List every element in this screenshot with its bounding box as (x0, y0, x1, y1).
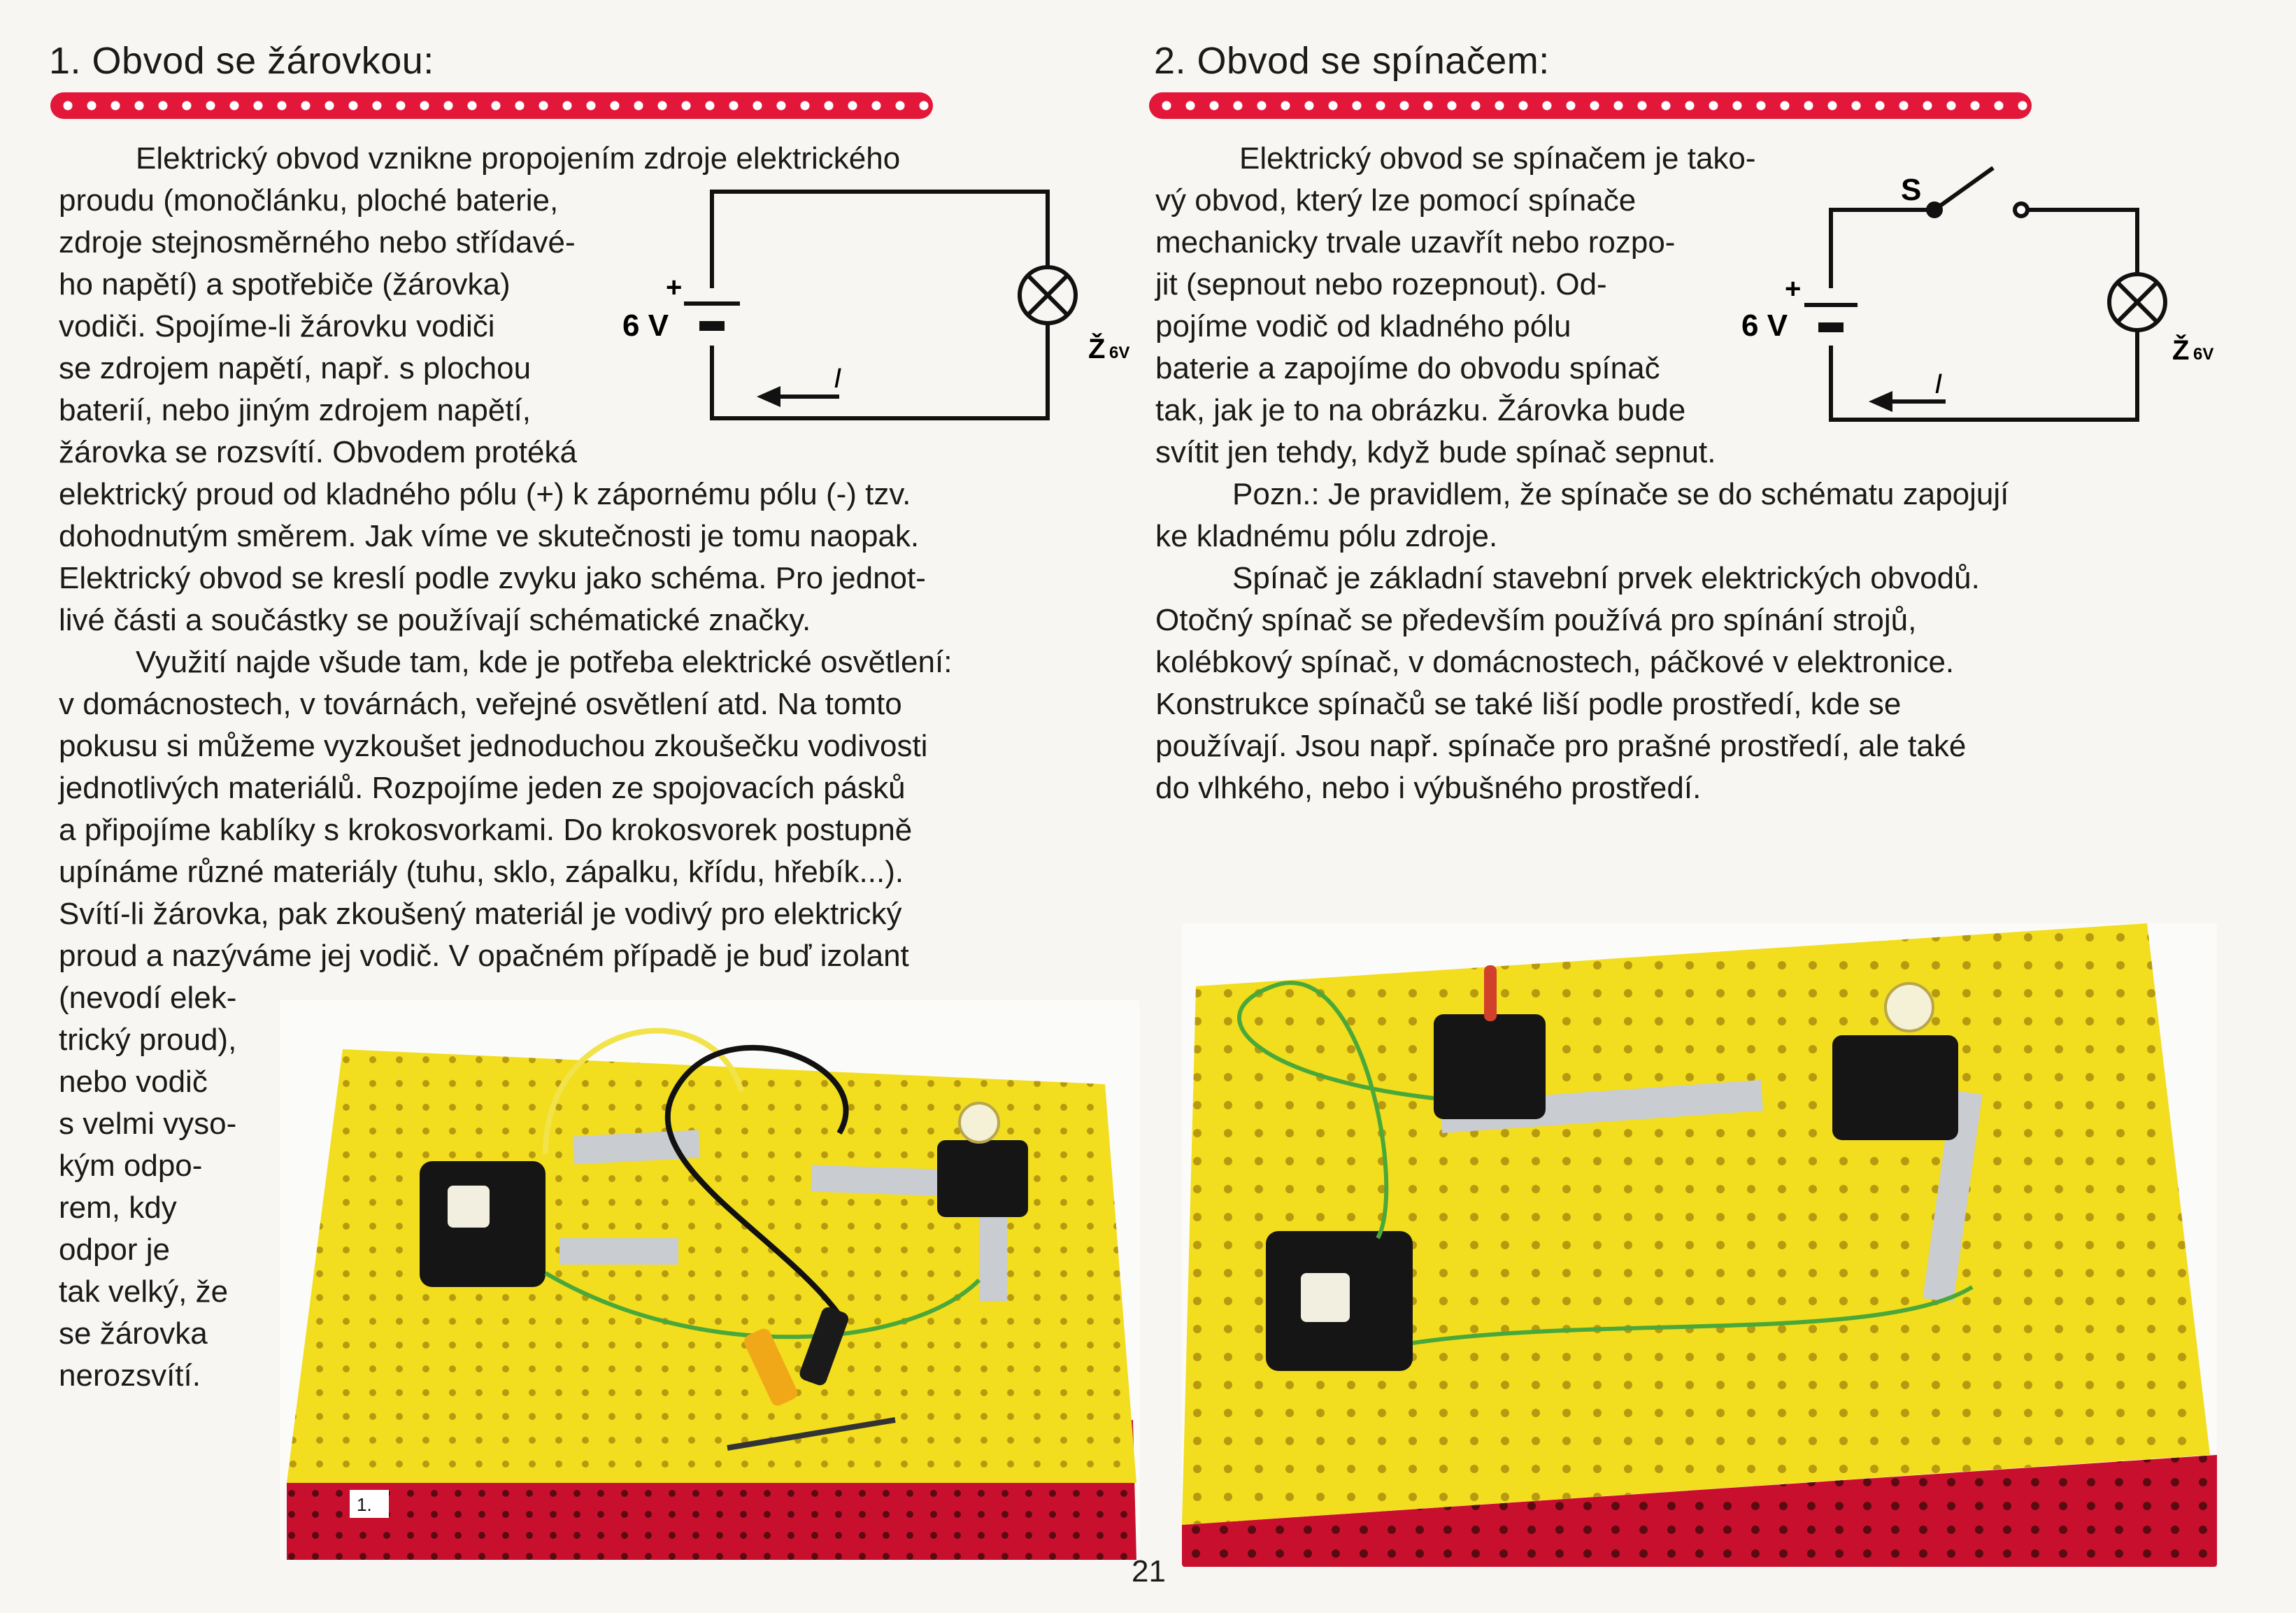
left-line: Elektrický obvod se kreslí podle zvyku jako schéma. Pro jednot- (59, 561, 926, 595)
left-line: jednotlivých materiálů. Rozpojíme jeden ze spojovacích pásků (59, 771, 906, 805)
switch-label: S (1901, 173, 1922, 207)
right-line: kolébkový spínač, v domácnostech, páčkové v elektronice. (1155, 645, 1955, 679)
right-dot-bar (1149, 92, 2032, 119)
right-heading: 2. Obvod se spínačem: (1154, 40, 1550, 82)
right-line: do vlhkého, nebo i výbušného prostředí. (1155, 771, 1702, 805)
left-line: Využití najde všude tam, kde je potřeba elektrické osvětlení: (136, 645, 953, 679)
left-narrow-line: kým odpo- (59, 1149, 203, 1183)
left-bulb-sub: 6V (1109, 343, 1130, 362)
right-circuit-photo (1182, 923, 2217, 1567)
left-narrow-line: s velmi vyso- (59, 1107, 237, 1141)
left-narrow-line: rem, kdy (59, 1191, 177, 1225)
right-plus-label: + (1785, 273, 1802, 304)
right-line: svítit jen tehdy, když bude spínač sepnut. (1155, 435, 1716, 469)
left-line: elektrický proud od kladného pólu (+) k zápornému pólu (-) tzv. (59, 477, 911, 511)
right-text (1155, 138, 2009, 809)
switch-holder (1434, 1014, 1546, 1119)
lamp-holder (937, 1140, 1028, 1217)
right-line: používají. Jsou např. spínače pro prašné prostředí, ale také (1155, 729, 1967, 763)
left-plus-label: + (666, 272, 683, 303)
right-line: pojíme vodič od kladného pólu (1155, 309, 1571, 343)
left-line: pokusu si můžeme vyzkoušet jednoduchou zkoušečku vodivosti (59, 729, 928, 763)
left-bulb-label: Ž (1088, 334, 1106, 364)
right-line: Elektrický obvod se spínačem je tako- (1239, 141, 1756, 176)
right-bulb-sub: 6V (2193, 345, 2214, 364)
right-line: mechanicky trvale uzavřít nebo rozpo- (1155, 225, 1676, 260)
left-line: žárovka se rozsvítí. Obvodem protéká (59, 435, 577, 469)
right-line: baterie a zapojíme do obvodu spínač (1155, 351, 1660, 385)
right-line: ke kladnému pólu zdroje. (1155, 519, 1498, 553)
left-narrow-line: odpor je (59, 1232, 171, 1267)
right-line: jit (sepnout nebo rozepnout). Od- (1155, 267, 1607, 301)
right-current-label: I (1934, 369, 1943, 399)
left-line: Svítí-li žárovka, pak zkoušený materiál je vodivý pro elektrický (59, 897, 902, 931)
left-text-upper (59, 138, 952, 977)
right-line: Pozn.: Je pravidlem, že spínače se do schématu zapojují (1232, 477, 2009, 511)
left-text-narrow (59, 977, 236, 1397)
left-line: upínáme různé materiály (tuhu, sklo, zápalku, křídu, hřebík...). (59, 855, 904, 889)
left-line: Elektrický obvod vznikne propojením zdroje elektrického (136, 141, 901, 176)
left-narrow-line: nerozsvítí. (59, 1358, 201, 1393)
left-current-label: I (834, 363, 842, 394)
left-line: proudu (monočlánku, ploché baterie, (59, 183, 559, 218)
left-voltage-label: 6 V (622, 308, 669, 343)
photo-label: 1. (357, 1494, 372, 1515)
left-line: a připojíme kablíky s krokosvorkami. Do krokosvorek postupně (59, 813, 913, 847)
right-line: Konstrukce spínačů se také liší podle prostředí, kde se (1155, 687, 1902, 721)
right-line: tak, jak je to na obrázku. Žárovka bude (1155, 393, 1686, 427)
left-heading: 1. Obvod se žárovkou: (49, 40, 434, 82)
right-voltage-label: 6 V (1741, 308, 1788, 343)
right-line: Otočný spínač se především používá pro spínání strojů, (1155, 603, 1917, 637)
left-line: zdroje stejnosměrného nebo střídavé- (59, 225, 576, 260)
left-line: baterií, nebo jiným zdrojem napětí, (59, 393, 532, 427)
left-line: dohodnutým směrem. Jak víme ve skutečnosti je tomu naopak. (59, 519, 920, 553)
left-dot-bar (50, 92, 933, 119)
left-line: ho napětí) a spotřebiče (žárovka) (59, 267, 511, 301)
right-bulb-label: Ž (2172, 335, 2190, 366)
left-narrow-line: tak velký, že (59, 1274, 229, 1309)
right-line: vý obvod, který lze pomocí spínače (1155, 183, 1637, 218)
left-narrow-line: se žárovka (59, 1316, 208, 1351)
left-narrow-line: nebo vodič (59, 1065, 208, 1099)
right-line: Spínač je základní stavební prvek elektrických obvodů. (1232, 561, 1980, 595)
left-line: livé části a součástky se používají schématické značky. (59, 603, 811, 637)
left-line: proud a nazýváme jej vodič. V opačném případě je buď izolant (59, 939, 909, 973)
left-circuit-photo (280, 1000, 1140, 1560)
left-line: vodiči. Spojíme-li žárovku vodiči (59, 309, 495, 343)
left-narrow-line: (nevodí elek- (59, 981, 237, 1015)
left-line: v domácnostech, v továrnách, veřejné osvětlení atd. Na tomto (59, 687, 902, 721)
left-line: se zdrojem napětí, např. s plochou (59, 351, 532, 385)
page-number: 21 (1132, 1554, 1166, 1589)
lamp-holder (1832, 1035, 1958, 1140)
left-narrow-line: trický proud), (59, 1023, 237, 1057)
